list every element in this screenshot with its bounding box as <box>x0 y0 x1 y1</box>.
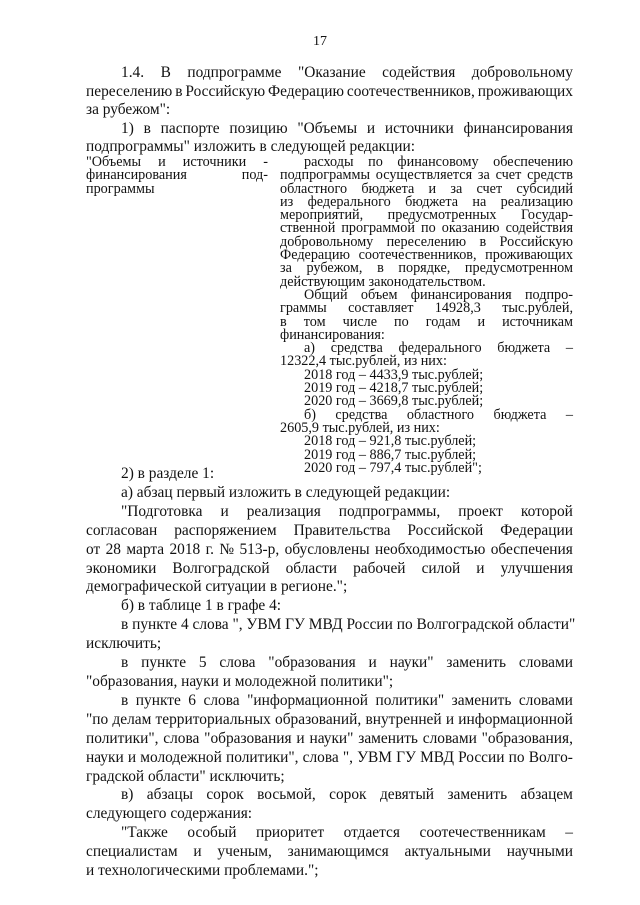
body-line: в пункте 4 слова ", УВМ ГУ МВД России по Волгоградской области" <box>121 616 576 634</box>
funding-desc-line: ственной программой по оказанию содействия <box>280 220 573 237</box>
funding-desc-line: расходы по финансовому обеспечению <box>304 154 573 170</box>
body-line: б) в таблице 1 в графе 4: <box>121 597 282 615</box>
funding-desc-line: Федерацию соотечественников, проживающих <box>280 247 573 264</box>
body-line: науки и молодежной политики", слова ", УВМ ГУ МВД России по Волго- <box>86 748 573 766</box>
regional-year: 2019 год – 886,7 тыс.рублей; <box>304 446 477 463</box>
federal-year: 2018 год – 4433,9 тыс.рублей; <box>304 366 484 383</box>
federal-budget <box>280 342 573 408</box>
intro-line: подпрограммы" изложить в следующей редакции: <box>86 138 415 156</box>
federal-year: 2020 год – 3669,8 тыс.рублей; <box>304 393 484 410</box>
body-block <box>86 465 576 881</box>
body-line: "Подготовка и реализация подпрограммы, проект которой <box>121 502 573 520</box>
body-line: в пункте 5 слова "образования и науки" заменить словами <box>121 654 573 672</box>
body-line: от 28 марта 2018 г. № 513-р, обусловлены необходимостью обеспечения <box>86 540 573 558</box>
body-line: согласован распоряжением Правительства Российской Федерации <box>86 521 573 539</box>
body-line: "образования, науки и молодежной политики"; <box>86 672 394 690</box>
body-line: а) абзац первый изложить в следующей редакции: <box>121 483 451 501</box>
regional-year: 2020 год – 797,4 тыс.рублей"; <box>304 459 482 476</box>
regional-total: 2605,9 тыс.рублей, из них: <box>280 419 440 436</box>
intro-line: за рубежом": <box>86 101 171 119</box>
funding-description <box>280 156 573 289</box>
funding-desc-line: из федерального бюджета на реализацию <box>280 193 573 210</box>
body-line: следующего содержания: <box>86 805 253 823</box>
body-line: политики", слова "образования и науки" заменить словами "образования, <box>86 729 573 747</box>
body-line: "по делам территориальных образований, внутренней и информационной <box>86 710 573 728</box>
body-line: 2) в разделе 1: <box>121 465 215 482</box>
funding-total <box>280 286 573 343</box>
funding-total-line: финансирования: <box>280 326 385 343</box>
federal-head: а) средства федерального бюджета – <box>304 340 573 357</box>
funding-desc-line: областного бюджета и за счет субсидий <box>280 180 573 197</box>
funding-desc-line: добровольному переселению в Российскую <box>280 233 573 250</box>
page-number: 17 <box>313 34 327 49</box>
body-line: экономики Волгоградской области рабочей силой и улучшения <box>86 559 573 577</box>
left-cell-line: "Объемы и источники - <box>86 154 268 170</box>
body-line: в) абзацы сорок восьмой, сорок девятый заменить абзацем <box>121 786 573 804</box>
body-line: специалистам и ученым, занимающимся актуальными научными <box>86 843 573 861</box>
body-line: градской области" исключить; <box>86 767 285 785</box>
table-left-cell <box>86 156 268 196</box>
funding-desc-line: подпрограммы осуществляется за счет средств <box>280 167 573 184</box>
intro-block <box>86 64 573 157</box>
body-line: в пункте 6 слова "информационной политики" заменить словами <box>121 691 573 709</box>
funding-total-line: в том числе по годам и источникам <box>280 313 573 330</box>
intro-line: 1) в паспорте позицию "Объемы и источники финансирования <box>121 119 573 137</box>
intro-line: переселению в Российскую Федерацию соотечественников, проживающих <box>86 82 573 100</box>
left-cell-line: финансирования под- <box>86 167 268 184</box>
funding-desc-line: мероприятий, предусмотренных Государ- <box>280 207 573 224</box>
body-line: "Также особый приоритет отдается соотечественникам – <box>121 824 573 842</box>
left-cell-line: программы <box>86 180 155 197</box>
body-line: демографической ситуации в регионе."; <box>86 578 348 596</box>
federal-total: 12322,4 тыс.рублей, из них: <box>280 353 447 370</box>
regional-head: б) средства областного бюджета – <box>304 406 573 423</box>
table-right-cell <box>280 156 573 475</box>
federal-year: 2019 год – 4218,7 тыс.рублей; <box>304 380 484 397</box>
funding-total-line: Общий объем финансирования подпро- <box>304 286 573 303</box>
funding-desc-line: действующим законодательством. <box>280 273 486 290</box>
funding-desc-line: за рубежом, в порядке, предусмотренном <box>280 260 573 277</box>
intro-line: 1.4. В подпрограмме "Оказание содействия добровольному <box>121 64 573 81</box>
body-line: и технологическими проблемами."; <box>86 862 319 880</box>
funding-total-line: граммы составляет 14928,3 тыс.рублей, <box>280 300 573 317</box>
regional-year: 2018 год – 921,8 тыс.рублей; <box>304 433 477 450</box>
body-line: исключить; <box>86 635 162 653</box>
